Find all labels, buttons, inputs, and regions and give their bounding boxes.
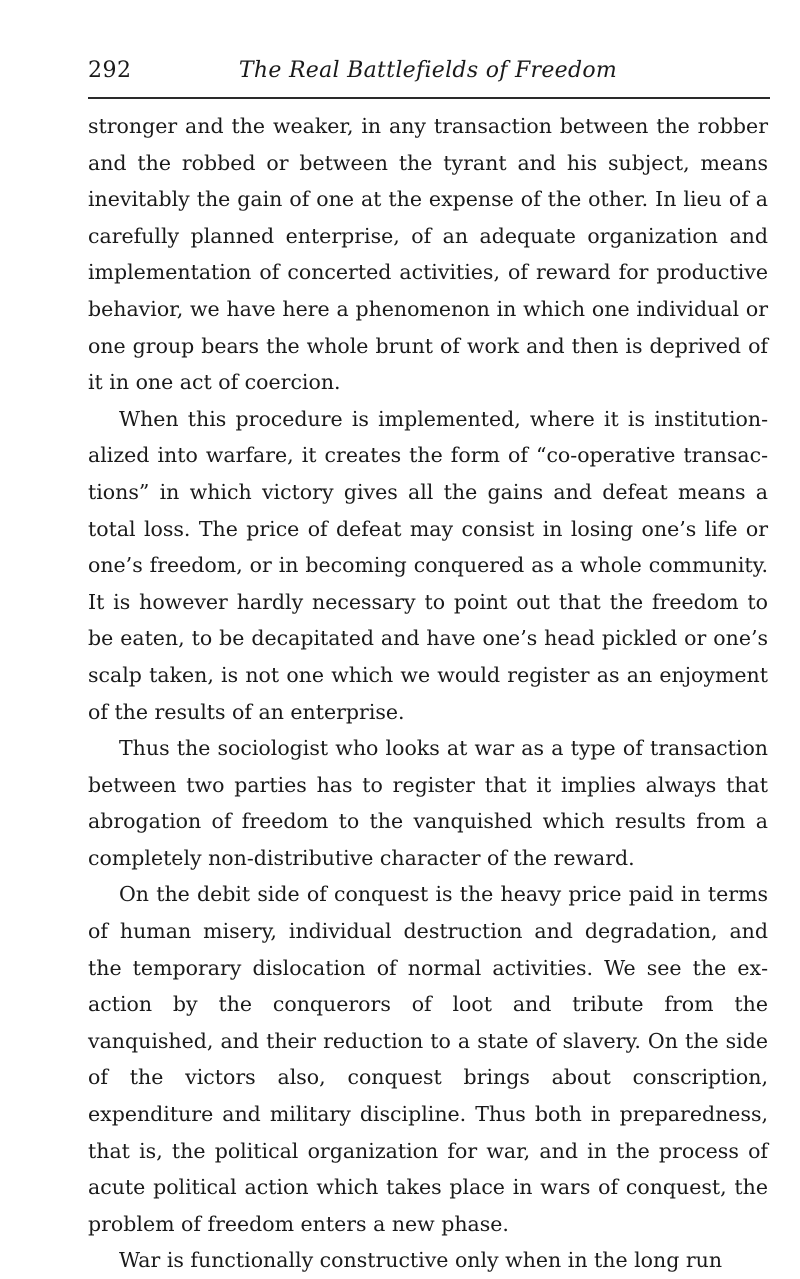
running-title: The Real Battlefields of Freedom: [238, 58, 618, 83]
paragraph: On the debit side of conquest is the heavy price paid in terms of human misery, individual destruction and degradation, and the temporary dislocation of normal activities. We see the exaction by the conquerors of loot and tribute from the vanquished, and their reduction to a state of slavery. On the side of the victors also, conquest brings about conscription, expenditure and military discipline. Thus both in preparedness, that is, the political organization for war, and in the process of acute political action which takes place in wars of conquest, the problem of freedom enters a new phase.: [88, 882, 768, 1236]
page-number: 292: [88, 58, 132, 83]
paragraph: Thus the sociologist who looks at war as a type of transaction between two parties has to register that it implies always that abrogation of freedom to the vanquished which results from a completely non-distributive character of the reward.: [88, 736, 768, 870]
paragraph: When this procedure is implemented, where it is institutionalized into warfare, it creates the form of “co-operative transactions” in which victory gives all the gains and defeat means a total loss. The price of defeat may consist in losing one’s life or one’s freedom, or in becoming conquered as a whole community. It is however hardly necessary to point out that the freedom to be eaten, to be decapitated and have one’s head pickled or one’s scalp taken, is not one which we would register as an enjoyment of the results of an enterprise.: [88, 406, 768, 724]
paragraph-continued: stronger and the weaker, in any transaction between the robber and the robbed or between the tyrant and his subject, means inevitably the gain of one at the expense of the other. In lieu of a carefully planned enterprise, of an adequate organization and implementation of concerted activities, of reward for productive behavior, we have here a phenomenon in which one individual or one group bears the whole brunt of work and then is deprived of it in one act of coercion.: [88, 114, 768, 395]
paragraph-last: War is functionally constructive only when in the long run: [119, 1248, 723, 1273]
body-text: [88, 108, 768, 1279]
running-head: [88, 58, 768, 88]
header-rule: [88, 97, 770, 99]
